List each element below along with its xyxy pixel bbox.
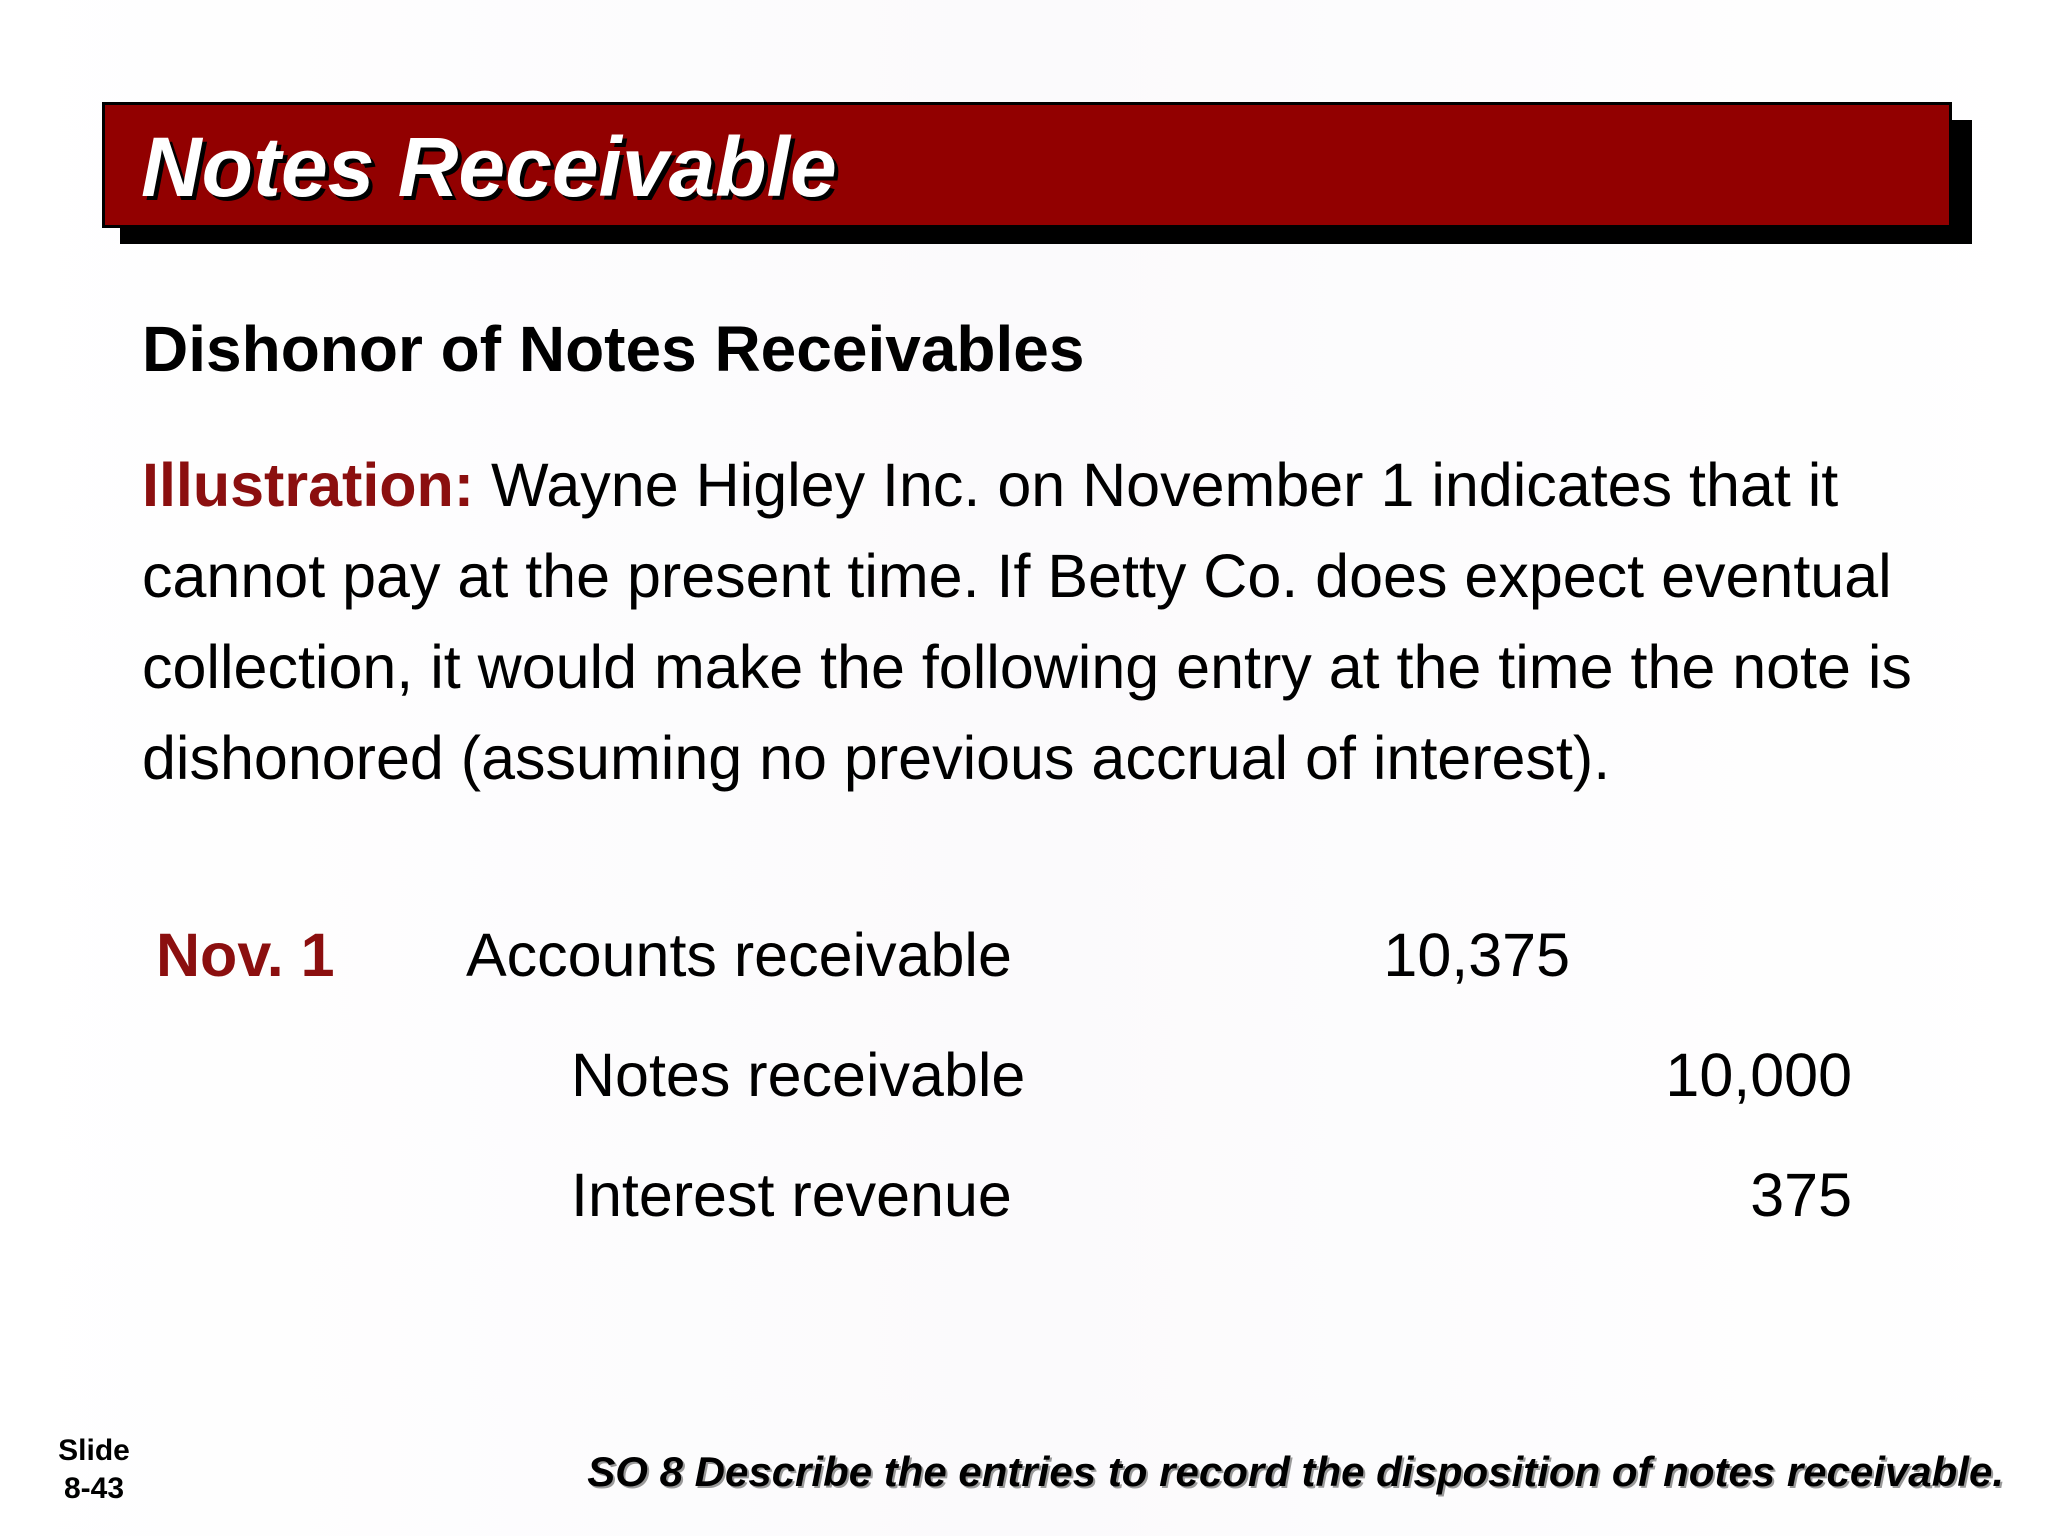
study-objective: SO 8 Describe the entries to record the disposition of notes receivable. [587, 1448, 2004, 1495]
credit-account-notes: Notes receivable [571, 1041, 1026, 1109]
slide-number-value: 8-43 [63, 1472, 125, 1505]
title-bar [102, 102, 1952, 228]
illustration-paragraph [142, 440, 2002, 804]
illustration-text-2: cannot pay at the present time. If Betty Co. does expect eventual [142, 542, 1892, 610]
entry-date: Nov. 1 [156, 921, 335, 989]
credit-amount-notes: 10,000 [1665, 1041, 1852, 1109]
illustration-label: Illustration: [142, 451, 475, 519]
section-heading: Dishonor of Notes Receivables [142, 313, 1085, 385]
illustration-text-3: collection, it would make the following entry at the time the note is [142, 633, 1912, 701]
slide-title: Notes Receivable [141, 120, 837, 214]
debit-amount: 10,375 [1383, 921, 1570, 989]
illustration-line-1 [142, 440, 2002, 531]
debit-account: Accounts receivable [466, 921, 1012, 989]
credit-amount-interest: 375 [1750, 1161, 1852, 1229]
illustration-text-1: Wayne Higley Inc. on November 1 indicates that it [474, 451, 1839, 519]
slide-number [44, 1432, 144, 1508]
credit-account-interest: Interest revenue [571, 1161, 1012, 1229]
illustration-text-4: dishonored (assuming no previous accrual of interest). [142, 724, 1611, 792]
slide-label: Slide [58, 1434, 130, 1467]
